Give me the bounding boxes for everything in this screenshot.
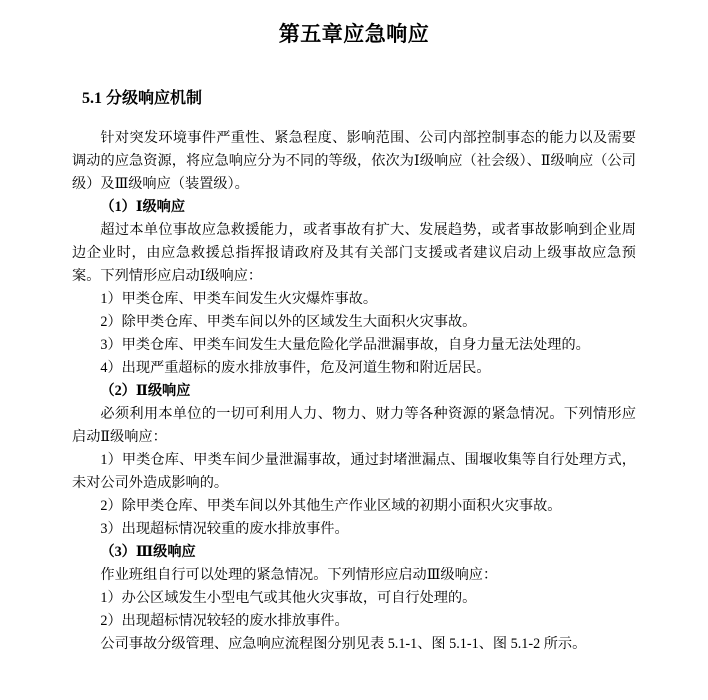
paragraph: 必须利用本单位的一切可利用人力、物力、财力等各种资源的紧急情况。下列情形应启动Ⅱ级响应： (72, 406, 636, 446)
list-item: 4）出现严重超标的废水排放事件，危及河道生物和附近居民。 (100, 360, 491, 377)
list-item: 2）除甲类仓库、甲类车间以外的区域发生大面积火灾事故。 (100, 314, 477, 331)
paragraph: 作业班组自行可以处理的紧急情况。下列情形应启动Ⅲ级响应： (100, 567, 498, 584)
section-heading: 5.1 分级响应机制 (82, 90, 203, 108)
page-title: 第五章应急响应 (278, 22, 430, 46)
list-item: 公司事故分级管理、应急响应流程图分别见表 5.1-1、图 5.1-1、图 5.1-2 所示。 (100, 636, 587, 653)
list-item: 3）甲类仓库、甲类车间发生大量危险化学品泄漏事故，自身力量无法处理的。 (100, 337, 590, 354)
document-body (72, 127, 636, 656)
list-item: 2）除甲类仓库、甲类车间以外其他生产作业区域的初期小面积火灾事故。 (100, 498, 562, 515)
paragraph: 超过本单位事故应急救援能力，或者事故有扩大、发展趋势，或者事故影响到企业周边企业时，由应急救援总指挥报请政府及其有关部门支援或者建议启动上级事故应急预案。下列情形应启动Ⅰ级响应： (72, 222, 636, 285)
list-item: 1）办公区域发生小型电气或其他火灾事故，可自行处理的。 (100, 590, 477, 607)
list-item: 3）出现超标情况较重的废水排放事件。 (100, 521, 349, 538)
subheading-level-1: （1）Ⅰ级响应 (100, 199, 186, 216)
paragraph: 针对突发环境事件严重性、紧急程度、影响范围、公司内部控制事态的能力以及需要调动的应急资源，将应急响应分为不同的等级，依次为Ⅰ级响应（社会级）、Ⅱ级响应（公司级）及Ⅲ级响应（装置级）。 (72, 130, 636, 193)
list-item: 1）甲类仓库、甲类车间少量泄漏事故，通过封堵泄漏点、围堰收集等自行处理方式，未对公司外造成影响的。 (72, 452, 636, 492)
list-item: 1）甲类仓库、甲类车间发生火灾爆炸事故。 (100, 291, 378, 308)
list-item: 2）出现超标情况较轻的废水排放事件。 (100, 613, 349, 630)
subheading-level-2: （2）Ⅱ级响应 (100, 383, 191, 400)
subheading-level-3: （3）Ⅲ级响应 (100, 544, 196, 561)
